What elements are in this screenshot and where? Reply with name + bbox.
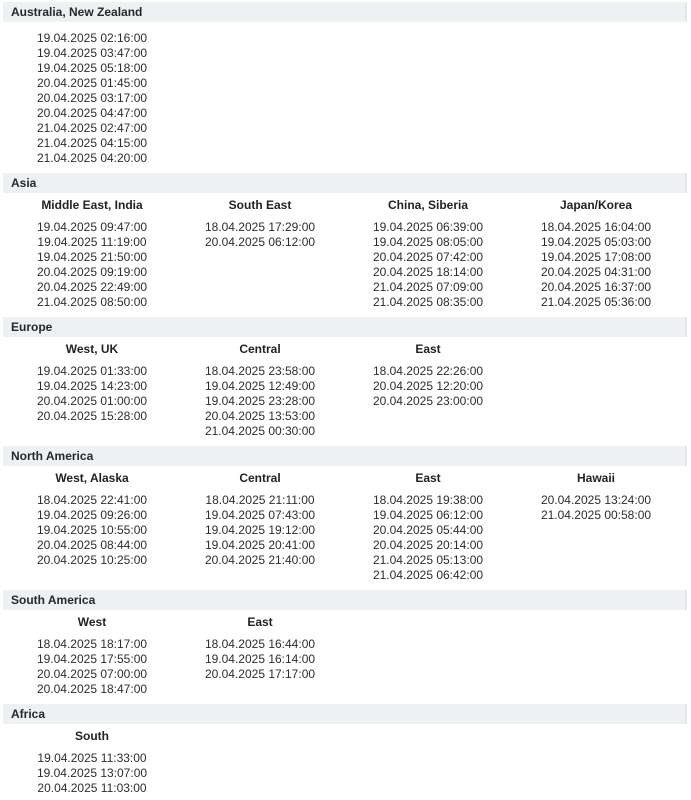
region-column-east xyxy=(176,615,344,682)
timestamp: 20.04.2025 22:49:00 xyxy=(36,280,148,294)
timestamp: 20.04.2025 08:44:00 xyxy=(36,538,148,552)
column-header: South East xyxy=(228,198,292,212)
timestamp: 20.04.2025 10:25:00 xyxy=(36,553,148,567)
timestamp: 19.04.2025 07:43:00 xyxy=(204,508,316,522)
timestamp: 20.04.2025 23:00:00 xyxy=(372,394,484,408)
timestamp: 18.04.2025 23:58:00 xyxy=(204,364,316,378)
timestamp: 20.04.2025 20:14:00 xyxy=(372,538,484,552)
region-column-central xyxy=(176,471,344,568)
timestamp: 20.04.2025 11:03:00 xyxy=(37,781,147,795)
region-column-west-alaska xyxy=(8,471,176,568)
timestamp: 21.04.2025 08:35:00 xyxy=(372,295,484,309)
section-grid xyxy=(8,342,691,439)
timestamp: 19.04.2025 09:26:00 xyxy=(36,508,148,522)
region-column-japan-korea xyxy=(512,198,680,310)
timestamp: 21.04.2025 05:36:00 xyxy=(540,295,652,309)
timestamp: 20.04.2025 01:00:00 xyxy=(36,394,148,408)
region-pass-times-page xyxy=(0,2,691,796)
timestamp: 19.04.2025 03:47:00 xyxy=(36,46,148,60)
column-header: East xyxy=(415,471,441,485)
section-header: Europe xyxy=(3,317,687,337)
timestamp: 20.04.2025 05:44:00 xyxy=(372,523,484,537)
section-header: Asia xyxy=(3,173,687,193)
column-header: Japan/Korea xyxy=(559,198,633,212)
region-column-east xyxy=(344,342,512,409)
timestamp: 20.04.2025 06:12:00 xyxy=(204,235,316,249)
column-header: West, UK xyxy=(65,342,119,356)
section-north-america xyxy=(0,446,691,583)
timestamp: 18.04.2025 22:26:00 xyxy=(372,364,484,378)
timestamp: 19.04.2025 17:55:00 xyxy=(36,652,148,666)
section-grid xyxy=(8,615,691,697)
timestamp: 19.04.2025 16:14:00 xyxy=(204,652,316,666)
region-column-south xyxy=(8,729,176,796)
timestamp: 19.04.2025 09:47:00 xyxy=(36,220,148,234)
section-header: South America xyxy=(3,590,687,610)
region-column xyxy=(8,31,176,166)
timestamp: 21.04.2025 06:42:00 xyxy=(372,568,484,582)
timestamp: 20.04.2025 18:47:00 xyxy=(36,682,148,696)
section-south-america xyxy=(0,590,691,697)
region-column-west-uk xyxy=(8,342,176,424)
timestamp: 21.04.2025 04:15:00 xyxy=(36,136,148,150)
timestamp: 21.04.2025 02:47:00 xyxy=(36,121,148,135)
timestamp: 19.04.2025 23:28:00 xyxy=(204,394,316,408)
timestamp: 20.04.2025 15:28:00 xyxy=(36,409,148,423)
timestamp: 18.04.2025 17:29:00 xyxy=(204,220,316,234)
column-header: Central xyxy=(239,342,281,356)
timestamp: 18.04.2025 16:44:00 xyxy=(204,637,316,651)
timestamp: 18.04.2025 22:41:00 xyxy=(36,493,148,507)
section-asia xyxy=(0,173,691,310)
timestamp: 20.04.2025 13:53:00 xyxy=(204,409,316,423)
timestamp: 19.04.2025 20:41:00 xyxy=(204,538,316,552)
column-header: Hawaii xyxy=(576,471,615,485)
timestamp: 18.04.2025 19:38:00 xyxy=(372,493,484,507)
section-grid xyxy=(8,729,691,796)
timestamp: 20.04.2025 04:47:00 xyxy=(36,106,148,120)
timestamp: 18.04.2025 16:04:00 xyxy=(540,220,652,234)
timestamp: 19.04.2025 21:50:00 xyxy=(36,250,148,264)
column-header: West xyxy=(77,615,107,629)
timestamp: 19.04.2025 05:03:00 xyxy=(540,235,652,249)
section-header: Australia, New Zealand xyxy=(3,2,687,22)
timestamp: 20.04.2025 07:42:00 xyxy=(372,250,484,264)
region-column-east xyxy=(344,471,512,583)
section-header: North America xyxy=(3,446,687,466)
section-europe xyxy=(0,317,691,439)
timestamp: 20.04.2025 01:45:00 xyxy=(36,76,148,90)
region-column-west xyxy=(8,615,176,697)
timestamp: 21.04.2025 08:50:00 xyxy=(36,295,148,309)
timestamp: 20.04.2025 07:00:00 xyxy=(36,667,148,681)
timestamp: 21.04.2025 04:20:00 xyxy=(36,151,148,165)
section-grid xyxy=(8,471,691,583)
timestamp: 19.04.2025 17:08:00 xyxy=(540,250,652,264)
timestamp: 21.04.2025 00:58:00 xyxy=(540,508,652,522)
timestamp: 20.04.2025 21:40:00 xyxy=(204,553,316,567)
timestamp: 20.04.2025 13:24:00 xyxy=(540,493,652,507)
timestamp: 20.04.2025 04:31:00 xyxy=(540,265,652,279)
timestamp: 19.04.2025 02:16:00 xyxy=(36,31,148,45)
timestamp: 18.04.2025 21:11:00 xyxy=(205,493,315,507)
timestamp: 19.04.2025 01:33:00 xyxy=(36,364,148,378)
timestamp: 20.04.2025 17:17:00 xyxy=(204,667,316,681)
region-column-middle-east-india xyxy=(8,198,176,310)
column-header: West, Alaska xyxy=(55,471,129,485)
timestamp: 19.04.2025 05:18:00 xyxy=(36,61,148,75)
section-header: Africa xyxy=(3,704,687,724)
column-header: Central xyxy=(239,471,281,485)
timestamp: 19.04.2025 06:12:00 xyxy=(372,508,484,522)
timestamp: 21.04.2025 05:13:00 xyxy=(372,553,484,567)
timestamp: 19.04.2025 11:19:00 xyxy=(37,235,147,249)
region-column-hawaii xyxy=(512,471,680,523)
timestamp: 20.04.2025 18:14:00 xyxy=(372,265,484,279)
timestamp: 20.04.2025 16:37:00 xyxy=(540,280,652,294)
section-australia-new-zealand xyxy=(0,2,691,166)
timestamp: 20.04.2025 12:20:00 xyxy=(372,379,484,393)
timestamp: 21.04.2025 00:30:00 xyxy=(204,424,316,438)
region-column-china-siberia xyxy=(344,198,512,310)
column-header: East xyxy=(415,342,441,356)
timestamp: 19.04.2025 12:49:00 xyxy=(204,379,316,393)
timestamp: 19.04.2025 11:33:00 xyxy=(37,751,147,765)
section-grid xyxy=(8,27,691,166)
timestamp: 20.04.2025 09:19:00 xyxy=(36,265,148,279)
column-header: South xyxy=(75,729,109,743)
column-header: East xyxy=(247,615,273,629)
timestamp: 21.04.2025 07:09:00 xyxy=(372,280,484,294)
timestamp: 19.04.2025 10:55:00 xyxy=(36,523,148,537)
timestamp: 19.04.2025 06:39:00 xyxy=(372,220,484,234)
timestamp: 19.04.2025 08:05:00 xyxy=(372,235,484,249)
timestamp: 20.04.2025 03:17:00 xyxy=(36,91,148,105)
column-header: Middle East, India xyxy=(41,198,143,212)
timestamp: 19.04.2025 19:12:00 xyxy=(204,523,316,537)
section-grid xyxy=(8,198,691,310)
region-column-central xyxy=(176,342,344,439)
timestamp: 18.04.2025 18:17:00 xyxy=(36,637,148,651)
timestamp: 19.04.2025 14:23:00 xyxy=(36,379,148,393)
timestamp: 19.04.2025 13:07:00 xyxy=(36,766,148,780)
section-africa xyxy=(0,704,691,796)
region-column-south-east xyxy=(176,198,344,250)
column-header: China, Siberia xyxy=(387,198,469,212)
